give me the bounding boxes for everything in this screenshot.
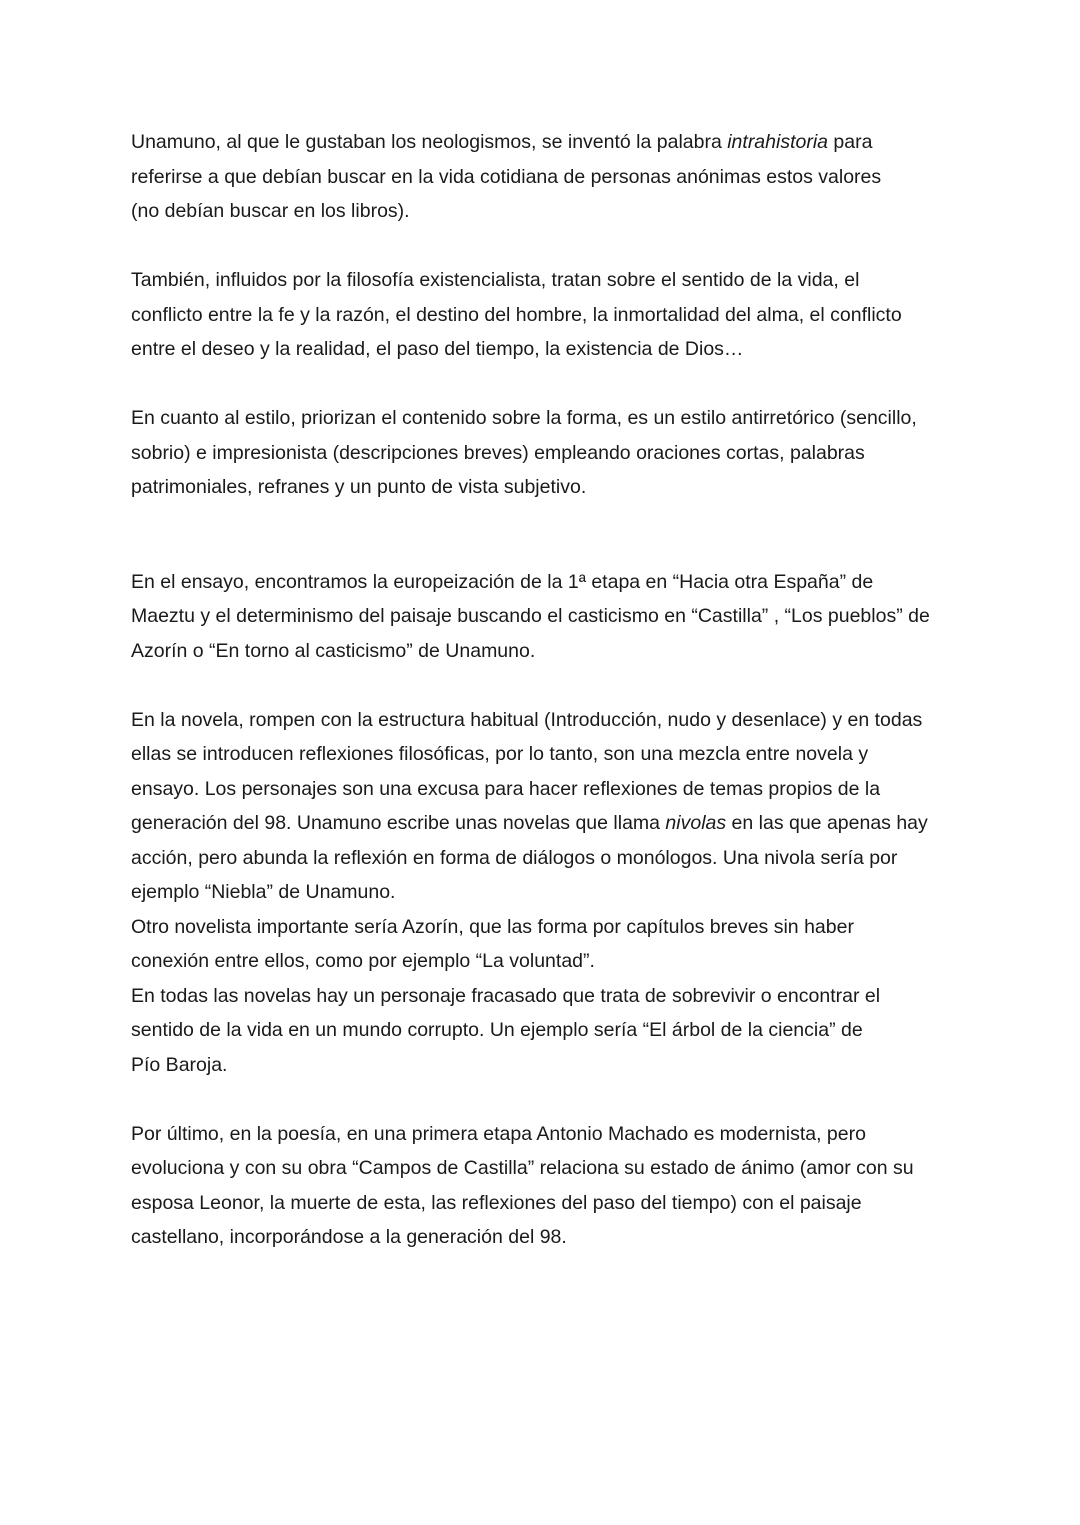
paragraph-intrahistoria <box>131 125 961 229</box>
text-line: En cuanto al estilo, priorizan el contenido sobre la forma, es un estilo antirretórico (sencillo, <box>131 407 917 429</box>
document-page <box>131 125 961 1255</box>
text-line: referirse a que debían buscar en la vida cotidiana de personas anónimas estos valores <box>131 165 882 188</box>
text-line: sentido de la vida en un mundo corrupto. Un ejemplo sería “El árbol de la ciencia” de <box>131 1019 863 1041</box>
paragraph-style <box>131 401 961 505</box>
paragraph-essay <box>131 565 961 669</box>
paragraph-spacer <box>131 367 961 402</box>
text-line: esposa Leonor, la muerte de esta, las reflexiones del paso del tiempo) con el paisaje <box>131 1191 862 1214</box>
text-line: Unamuno, al que le gustaban los neologismos, se inventó la palabra intrahistoria para <box>131 131 873 153</box>
text-line: castellano, incorporándose a la generación del 98. <box>131 1226 567 1248</box>
text-line: En todas las novelas hay un personaje fracasado que trata de sobrevivir o encontrar el <box>131 984 881 1007</box>
text-line: Maeztu y el determinismo del paisaje buscando el casticismo en “Castilla” , “Los pueblos” de <box>131 605 930 627</box>
text-line: Azorín o “En torno al casticismo” de Unamuno. <box>131 639 536 662</box>
paragraph-poetry <box>131 1117 961 1255</box>
text-line: ellas se introducen reflexiones filosóficas, por lo tanto, son una mezcla entre novela y <box>131 743 869 765</box>
italic-term: nivolas <box>665 812 727 834</box>
text-line: Por último, en la poesía, en una primera etapa Antonio Machado es modernista, pero <box>131 1122 866 1145</box>
text-line: entre el deseo y la realidad, el paso del tiempo, la existencia de Dios… <box>131 338 744 360</box>
italic-term: intrahistoria <box>727 131 829 153</box>
paragraph-novel <box>131 703 961 1083</box>
text-line: evoluciona y con su obra “Campos de Castilla” relaciona su estado de ánimo (amor con su <box>131 1157 914 1179</box>
text-line: Pío Baroja. <box>131 1053 228 1076</box>
text-line: patrimoniales, refranes y un punto de vista subjetivo. <box>131 476 587 498</box>
text-line: También, influidos por la filosofía existencialista, tratan sobre el sentido de la vida, el <box>131 269 860 291</box>
paragraph-spacer <box>131 505 961 565</box>
paragraph-spacer <box>131 668 961 703</box>
paragraph-spacer <box>131 1082 961 1117</box>
paragraph-spacer <box>131 229 961 264</box>
text-line: ejemplo “Niebla” de Unamuno. <box>131 881 396 903</box>
text-line: ensayo. Los personajes son una excusa para hacer reflexiones de temas propios de la <box>131 777 881 800</box>
text-line: En el ensayo, encontramos la europeización de la 1ª etapa en “Hacia otra España” de <box>131 570 874 593</box>
text-line: En la novela, rompen con la estructura habitual (Introducción, nudo y desenlace) y en todas <box>131 708 923 731</box>
text-line: conflicto entre la fe y la razón, el destino del hombre, la inmortalidad del alma, el conflicto <box>131 303 902 326</box>
text-line: acción, pero abunda la reflexión en forma de diálogos o monólogos. Una nivola sería por <box>131 846 898 869</box>
paragraph-themes <box>131 263 961 367</box>
text-line: Otro novelista importante sería Azorín, que las forma por capítulos breves sin haber <box>131 915 854 938</box>
text-line: generación del 98. Unamuno escribe unas novelas que llama nivolas en las que apenas hay <box>131 812 928 834</box>
text-line: (no debían buscar en los libros). <box>131 200 410 222</box>
text-line: sobrio) e impresionista (descripciones breves) empleando oraciones cortas, palabras <box>131 441 865 464</box>
text-line: conexión entre ellos, como por ejemplo “La voluntad”. <box>131 950 595 972</box>
